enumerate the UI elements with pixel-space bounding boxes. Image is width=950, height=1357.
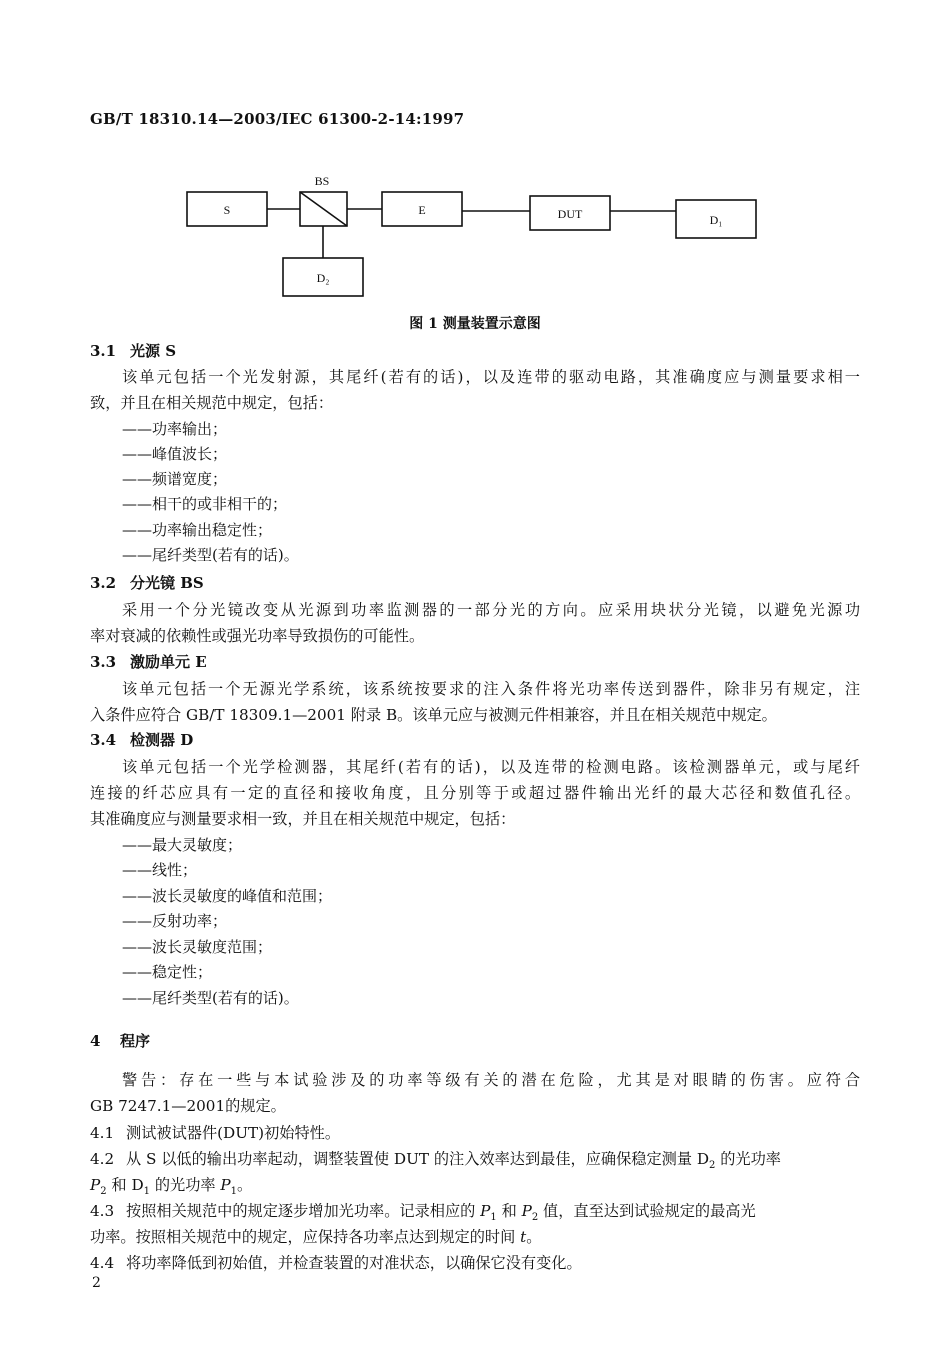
- symbol-t: t: [520, 1228, 527, 1246]
- subscript: 2: [531, 1212, 539, 1224]
- section-number: 3.2: [90, 574, 117, 592]
- list-item: ——尾纤类型(若有的话)。: [122, 546, 299, 564]
- clause-number: 4.2: [90, 1150, 115, 1168]
- section-title: 激励单元 E: [130, 653, 207, 671]
- section-title: 程序: [120, 1032, 151, 1050]
- paragraph-line: 该单元包括一个无源光学系统，该系统按要求的注入条件将光功率传送到器件，除非另有规定，注: [122, 680, 860, 698]
- clause-number: 4.4: [90, 1254, 115, 1272]
- section-title: 分光镜 BS: [130, 574, 204, 592]
- warning-line: 警告：存在一些与本试验涉及的功率等级有关的潜在危险，尤其是对眼睛的伤害。应符合: [122, 1071, 860, 1089]
- clause-number: 4.3: [90, 1202, 115, 1220]
- clause-text: 。: [237, 1176, 253, 1194]
- section-4-heading: [90, 1030, 150, 1051]
- clause-text: 将功率降低到初始值，并检查装置的对准状态，以确保它没有变化。: [126, 1254, 582, 1272]
- list-item: ——反射功率；: [122, 912, 228, 930]
- clause-4-4: [90, 1250, 860, 1276]
- symbol-p: P: [480, 1202, 491, 1220]
- section-3-1-heading: [90, 340, 176, 361]
- list-item: ——波长灵敏度范围；: [122, 938, 273, 956]
- clause-text: 的光功率: [150, 1176, 221, 1194]
- list-item: ——波长灵敏度的峰值和范围；: [122, 887, 333, 905]
- list-item: ——稳定性；: [122, 963, 213, 981]
- paragraph-line: 该单元包括一个光学检测器，其尾纤(若有的话)，以及连带的检测电路。该检测器单元，或与尾纤: [122, 758, 860, 776]
- subscript: 1: [143, 1186, 151, 1198]
- list-item: ——频谱宽度；: [122, 470, 228, 488]
- page-number: 2: [92, 1275, 101, 1291]
- section-3-2-heading: [90, 572, 204, 593]
- list-item: ——最大灵敏度；: [122, 836, 243, 854]
- section-number: 4: [90, 1032, 101, 1050]
- warning-line: GB 7247.1—2001的规定。: [90, 1097, 286, 1115]
- document-header: GB/T 18310.14—2003/IEC 61300-2-14:1997: [90, 110, 465, 128]
- subscript: 1: [230, 1186, 238, 1198]
- paragraph-line: 该单元包括一个光发射源，其尾纤(若有的话)，以及连带的驱动电路，其准确度应与测量要求相一: [122, 368, 860, 386]
- label-d1: D₁: [709, 213, 723, 227]
- section-number: 3.1: [90, 342, 117, 360]
- clause-text: 。: [526, 1228, 542, 1246]
- subscript: 1: [490, 1212, 497, 1224]
- section-3-4-heading: [90, 729, 193, 750]
- label-e: E: [418, 203, 426, 217]
- clause-text: 从 S 以低的输出功率起动，调整装置使 DUT 的注入效率达到最佳，应确保稳定测量 D: [126, 1150, 710, 1168]
- paragraph-line: 其准确度应与测量要求相一致，并且在相关规范中规定，包括：: [90, 810, 516, 828]
- list-item: ——功率输出稳定性；: [122, 521, 273, 539]
- paragraph-line: 采用一个分光镜改变从光源到功率监测器的一部分光的方向。应采用块状分光镜，以避免光源功: [122, 601, 860, 619]
- section-number: 3.3: [90, 653, 117, 671]
- symbol-p: P: [90, 1176, 101, 1194]
- clause-text: 和 D: [106, 1176, 144, 1194]
- clause-text: 的光功率: [715, 1150, 781, 1168]
- label-bs: BS: [314, 174, 330, 188]
- section-title: 检测器 D: [130, 731, 194, 749]
- clause-4-3-cont: [90, 1224, 860, 1250]
- symbol-p: P: [220, 1176, 231, 1194]
- list-item: ——尾纤类型(若有的话)。: [122, 989, 299, 1007]
- list-item: ——峰值波长；: [122, 445, 228, 463]
- section-title: 光源 S: [130, 342, 177, 360]
- paragraph-line: 率对衰减的依赖性或强光功率导致损伤的可能性。: [90, 627, 425, 645]
- paragraph-line: 连接的纤芯应具有一定的直径和接收角度，且分别等于或超过器件输出光纤的最大芯径和数值孔径。: [90, 784, 860, 802]
- clause-text: 和: [496, 1202, 522, 1220]
- clause-text: 功率。按照相关规范中的规定，应保持各功率点达到规定的时间: [90, 1228, 521, 1246]
- clause-number: 4.1: [90, 1124, 115, 1142]
- subscript: 2: [709, 1160, 716, 1172]
- measurement-setup-diagram: [0, 170, 950, 310]
- symbol-p: P: [521, 1202, 532, 1220]
- figure-caption: 图 1 测量装置示意图: [409, 316, 541, 332]
- clause-text: 值，直至达到试验规定的最高光: [538, 1202, 756, 1220]
- bs-diagonal: [300, 192, 347, 226]
- paragraph-line: 入条件应符合 GB/T 18309.1—2001 附录 B。该单元应与被测元件相兼容，并且在相关规范中规定。: [90, 706, 777, 724]
- list-item: ——线性；: [122, 861, 198, 879]
- label-d2: D₂: [316, 271, 330, 285]
- clause-text: 按照相关规范中的规定逐步增加光功率。记录相应的: [126, 1202, 481, 1220]
- list-item: ——功率输出；: [122, 420, 228, 438]
- label-s: S: [223, 203, 231, 217]
- section-3-3-heading: [90, 651, 207, 672]
- paragraph-line: 致，并且在相关规范中规定，包括：: [90, 394, 333, 412]
- clause-4-1: [90, 1120, 860, 1146]
- label-dut: DUT: [557, 207, 583, 221]
- section-number: 3.4: [90, 731, 117, 749]
- list-item: ——相干的或非相干的；: [122, 495, 288, 513]
- subscript: 2: [100, 1186, 107, 1198]
- clause-text: 测试被试器件(DUT)初始特性。: [126, 1124, 341, 1142]
